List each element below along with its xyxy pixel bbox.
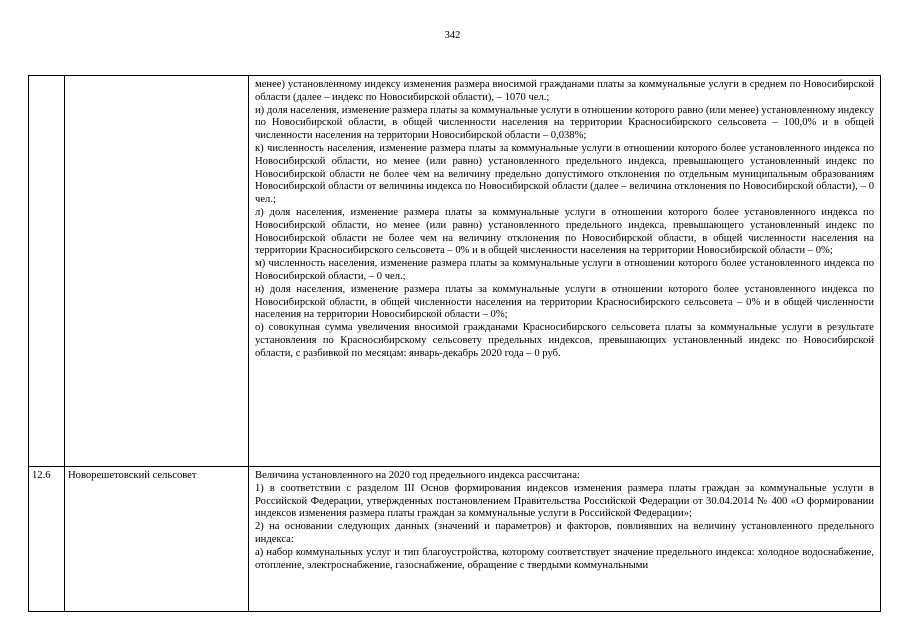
table-row [29, 76, 881, 467]
description-cell [249, 467, 881, 612]
paragraph: а) набор коммунальных услуг и тип благоустройства, которому соответствует значение предельного индекса: холодное водоснабжение, отопление, электроснабжение, газоснабжение, обращение с твердыми коммунальными [255, 546, 874, 571]
paragraph: к) численность населения, изменение размера платы за коммунальные услуги в отношении которого более установленного индекса по Новосибирской области, но менее (или равно) установленного предельного индекса, превышающего установленный индекс по Новосибирской области не более чем на величину предельно допустимого отклонения по отдельным муниципальным образованиям Новосибирской области от величины индекса по Новосибирской области (далее – величина отклонения по Новосибирской области), – 0 чел.; [255, 142, 874, 206]
row-number-cell: 12.6 [29, 467, 65, 612]
paragraph: 1) в соответствии с разделом III Основ формирования индексов изменения размера платы граждан за коммунальные услуги в Российской Федерации, утвержденных постановлением Правительства Российской Федерации от 30.04.2014 № 400 «О формировании индексов изменения размера платы граждан за коммунальные услуги в Российской Федерации»; [255, 482, 874, 520]
paragraph: л) доля населения, изменение размера платы за коммунальные услуги в отношении которого более установленного индекса по Новосибирской области, но менее (или равно) установленного предельного индекса, превышающего установленный индекс по Новосибирской области не более чем на величину отклонения по Новосибирской области, в общей численности населения на территории Красносибирского сельсовета – 0% и в общей численности населения на территории Новосибирской области – 0%; [255, 206, 874, 257]
paragraph: м) численность населения, изменение размера платы за коммунальные услуги в отношении которого более установленного индекса по Новосибирской области, – 0 чел.; [255, 258, 874, 282]
document-table [28, 75, 881, 612]
paragraph: о) совокупная сумма увеличения вносимой гражданами Красносибирского сельсовета платы за коммунальные услуги в результате установления по Красносибирскому сельсовету предельных индексов, превышающих установленный индекс по Новосибирской области, с разбивкой по месяцам: январь-декабрь 2020 года – 0 руб. [255, 322, 874, 359]
paragraph: н) доля населения, изменение размера платы за коммунальные услуги в отношении которого более установленного индекса по Новосибирской области, в общей численности населения на территории Красносибирского сельсовета – 0% и в общей численности населения на территории Новосибирской области – 0%; [255, 283, 874, 321]
page-number: 342 [444, 30, 461, 41]
row-number-cell [29, 76, 65, 467]
paragraph: 2) на основании следующих данных (значений и параметров) и факторов, повлиявших на величину установленного предельного индекса: [255, 521, 874, 545]
table-row [29, 467, 881, 612]
description-cell [249, 76, 881, 467]
paragraph: Величина установленного на 2020 год предельного индекса рассчитана: [255, 470, 580, 481]
municipality-name-cell [65, 76, 249, 467]
paragraph: менее) установленному индексу изменения размера вносимой гражданами платы за коммунальные услуги в среднем по Новосибирской области (далее – индекс по Новосибирской области), – 1070 чел.; [255, 79, 874, 103]
paragraph: и) доля населения, изменение размера платы за коммунальные услуги в отношении которого равно (или менее) установленному индексу по Новосибирской области, в общей численности населения на территории Красносибирского сельсовета – 100,0% и в общей численности населения на территории Новосибирской области – 0,038%; [255, 104, 874, 142]
municipality-name-cell: Новорешетовский сельсовет [65, 467, 249, 612]
